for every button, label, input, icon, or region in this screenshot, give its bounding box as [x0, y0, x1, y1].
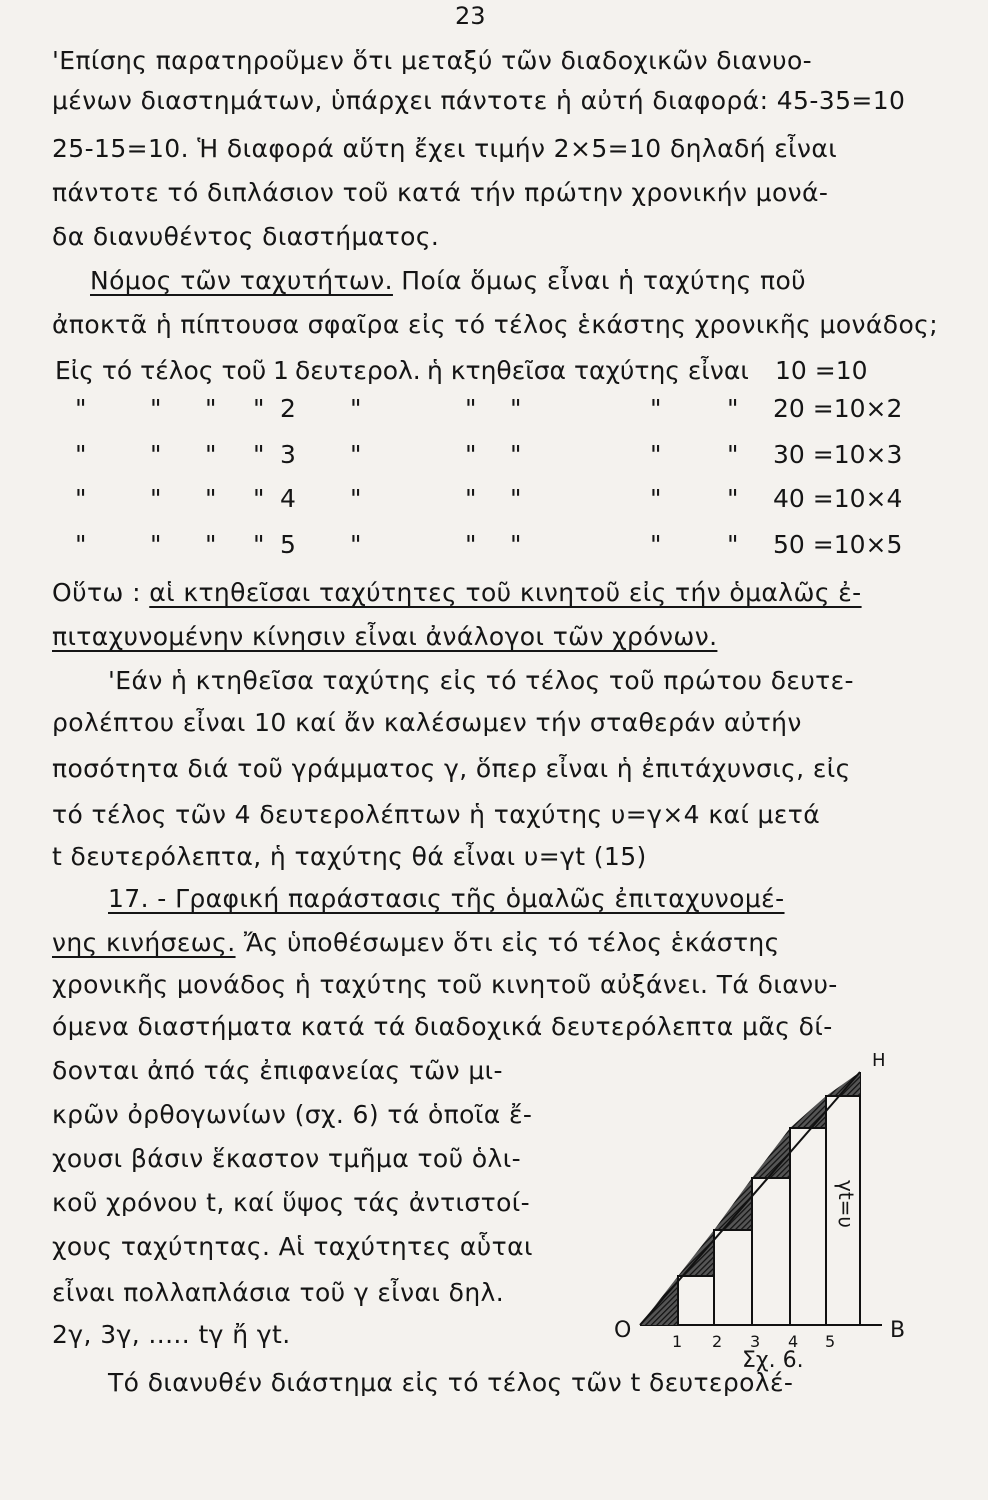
section-heading-text: νης κινήσεως. [52, 928, 236, 957]
text-line: χρονικῆς μονάδος ἡ ταχύτης τοῦ κινητοῦ αὐξάνει. Τά διανυ- [52, 970, 838, 999]
step-rectangle [678, 1276, 714, 1325]
ditto-mark: " [75, 394, 87, 423]
ditto-mark: " [253, 530, 265, 559]
ditto-mark: " [350, 484, 362, 513]
ditto-mark: " [510, 484, 522, 513]
ditto-mark: " [650, 530, 662, 559]
label-O: O [614, 1318, 632, 1343]
row-result: 40 =10×4 [773, 484, 903, 513]
hatched-triangle [790, 1096, 826, 1128]
row-result: 20 =10×2 [773, 394, 903, 423]
velocity-table-row [55, 356, 915, 390]
ditto-mark: " [727, 440, 739, 469]
text-line: 2γ, 3γ, ..... tγ ἤ γt. [52, 1320, 291, 1349]
ditto-mark: " [727, 394, 739, 423]
ditto-mark: " [350, 394, 362, 423]
step-rectangle [752, 1178, 790, 1325]
ditto-mark: " [465, 484, 477, 513]
ditto-mark: " [253, 484, 265, 513]
conclusion-prefix: Οὕτω : [52, 578, 141, 607]
velocity-label: γt=υ [834, 1180, 858, 1229]
text-line: τό τέλος τῶν 4 δευτερολέπτων ἡ ταχύτης υ=γ×4 καί μετά [52, 800, 821, 829]
row-second: 4 [280, 484, 296, 513]
tick-label: 5 [825, 1332, 836, 1351]
text-line: ἀποκτᾶ ἡ πίπτουσα σφαῖρα εἰς τό τέλος ἑκάστης χρονικῆς μονάδος; [52, 310, 939, 339]
ditto-mark: " [150, 530, 162, 559]
hatched-triangle [752, 1128, 790, 1178]
ditto-mark: " [205, 440, 217, 469]
label-B: B [890, 1318, 906, 1343]
tick-label: 1 [672, 1332, 683, 1351]
velocity-table-row [55, 440, 915, 474]
label-H: H [872, 1050, 886, 1071]
step-rectangle [790, 1128, 826, 1325]
velocity-table-row [55, 530, 915, 564]
text-line: κρῶν ὀρθογωνίων (σχ. 6) τά ὁποῖα ἔ- [52, 1100, 533, 1129]
ditto-mark: " [75, 484, 87, 513]
section-heading-text: 17. - Γραφική παράστασις τῆς ὁμαλῶς ἐπιταχυνομέ- [108, 884, 785, 913]
figure-6-diagram [610, 1060, 910, 1360]
row-result: 30 =10×3 [773, 440, 903, 469]
row-mid: ἡ κτηθεῖσα ταχύτης εἶναι [427, 356, 749, 385]
conclusion-line [52, 576, 922, 610]
figure-caption: Σχ. 6. [742, 1348, 804, 1373]
text-line: όμενα διαστήματα κατά τά διαδοχικά δευτερόλεπτα μᾶς δί- [52, 1012, 833, 1041]
hatched-triangle [678, 1230, 714, 1276]
page-number: 23 [455, 2, 486, 30]
ditto-mark: " [253, 440, 265, 469]
text-line: χουσι βάσιν ἕκαστον τμῆμα τοῦ ὁλι- [52, 1144, 521, 1173]
text-line: δονται ἀπό τάς ἐπιφανείας τῶν μι- [52, 1056, 503, 1085]
text-line: 25-15=10. Ἡ διαφορά αὕτη ἔχει τιμήν 2×5=10 δηλαδή εἶναι [52, 134, 838, 163]
ditto-mark: " [205, 530, 217, 559]
ditto-mark: " [465, 440, 477, 469]
text-line: εἶναι πολλαπλάσια τοῦ γ εἶναι δηλ. [52, 1278, 505, 1307]
ditto-mark: " [650, 484, 662, 513]
text-line: t δευτερόλεπτα, ἡ ταχύτης θά εἶναι υ=γt (15) [52, 842, 647, 871]
tick-label: 3 [750, 1332, 761, 1351]
ditto-mark: " [510, 440, 522, 469]
ditto-mark: " [727, 484, 739, 513]
text-line: πάντοτε τό διπλάσιον τοῦ κατά τήν πρώτην χρονικήν μονά- [52, 178, 829, 207]
velocity-table-row [55, 484, 915, 518]
ditto-mark: " [150, 440, 162, 469]
row-result: 50 =10×5 [773, 530, 903, 559]
section-heading [108, 882, 978, 916]
ditto-mark: " [350, 530, 362, 559]
tick-label: 2 [712, 1332, 723, 1351]
text-line: χους ταχύτητας. Αἱ ταχύτητες αὗται [52, 1232, 533, 1261]
text-line: 'Επίσης παρατηροῦμεν ὅτι μεταξύ τῶν διαδοχικῶν διανυο- [52, 46, 813, 75]
conclusion-line [52, 620, 922, 654]
tick-label: 4 [788, 1332, 799, 1351]
ditto-mark: " [253, 394, 265, 423]
text-line: Τό διανυθέν διάστημα εἰς τό τέλος τῶν t δευτερολέ- [108, 1368, 794, 1397]
row-second: 2 [280, 394, 296, 423]
text-line: 'Εάν ἡ κτηθεῖσα ταχύτης εἰς τό τέλος τοῦ πρώτου δευτε- [108, 666, 854, 695]
ditto-mark: " [350, 440, 362, 469]
law-heading: Νόμος τῶν ταχυτήτων. [90, 266, 393, 295]
row-second: 1 [273, 356, 289, 385]
row-result: 10 =10 [775, 356, 868, 385]
ditto-mark: " [465, 530, 477, 559]
ditto-mark: " [150, 394, 162, 423]
text-line: κοῦ χρόνου t, καί ὕψος τάς ἀντιστοί- [52, 1188, 531, 1217]
ditto-mark: " [205, 484, 217, 513]
ditto-mark: " [205, 394, 217, 423]
law-question: Ποία ὅμως εἶναι ἡ ταχύτης ποῦ [392, 266, 807, 295]
row-second: 5 [280, 530, 296, 559]
conclusion-text: πιταχυνομένην κίνησιν εἶναι ἀνάλογοι τῶν χρόνων. [52, 622, 718, 651]
ditto-mark: " [465, 394, 477, 423]
ditto-mark: " [150, 484, 162, 513]
step-rectangle [714, 1230, 752, 1325]
velocity-table-row [55, 394, 915, 428]
ditto-mark: " [75, 530, 87, 559]
row-unit: δευτερολ. [295, 356, 421, 385]
text-line: ρολέπτου εἶναι 10 καί ἄν καλέσωμεν τήν σταθεράν αὐτήν [52, 708, 802, 737]
text-line: ποσότητα διά τοῦ γράμματος γ, ὅπερ εἶναι ἡ ἐπιτάχυνσις, εἰς [52, 754, 851, 783]
section-text: Ἄς ὑποθέσωμεν ὅτι εἰς τό τέλος ἑκάστης [235, 928, 780, 957]
text-line: δα διανυθέντος διαστήματος. [52, 222, 440, 251]
text-line [52, 926, 922, 960]
ditto-mark: " [650, 394, 662, 423]
row-lead: Εἰς τό τέλος τοῦ [55, 356, 267, 385]
ditto-mark: " [75, 440, 87, 469]
row-second: 3 [280, 440, 296, 469]
conclusion-text: αἱ κτηθεῖσαι ταχύτητες τοῦ κινητοῦ εἰς τήν ὁμαλῶς ἐ- [149, 578, 862, 607]
ditto-mark: " [650, 440, 662, 469]
ditto-mark: " [727, 530, 739, 559]
ditto-mark: " [510, 530, 522, 559]
text-line: μένων διαστημάτων, ὑπάρχει πάντοτε ἡ αὐτή διαφορά: 45-35=10 [52, 86, 906, 115]
ditto-mark: " [510, 394, 522, 423]
law-paragraph [90, 264, 960, 298]
